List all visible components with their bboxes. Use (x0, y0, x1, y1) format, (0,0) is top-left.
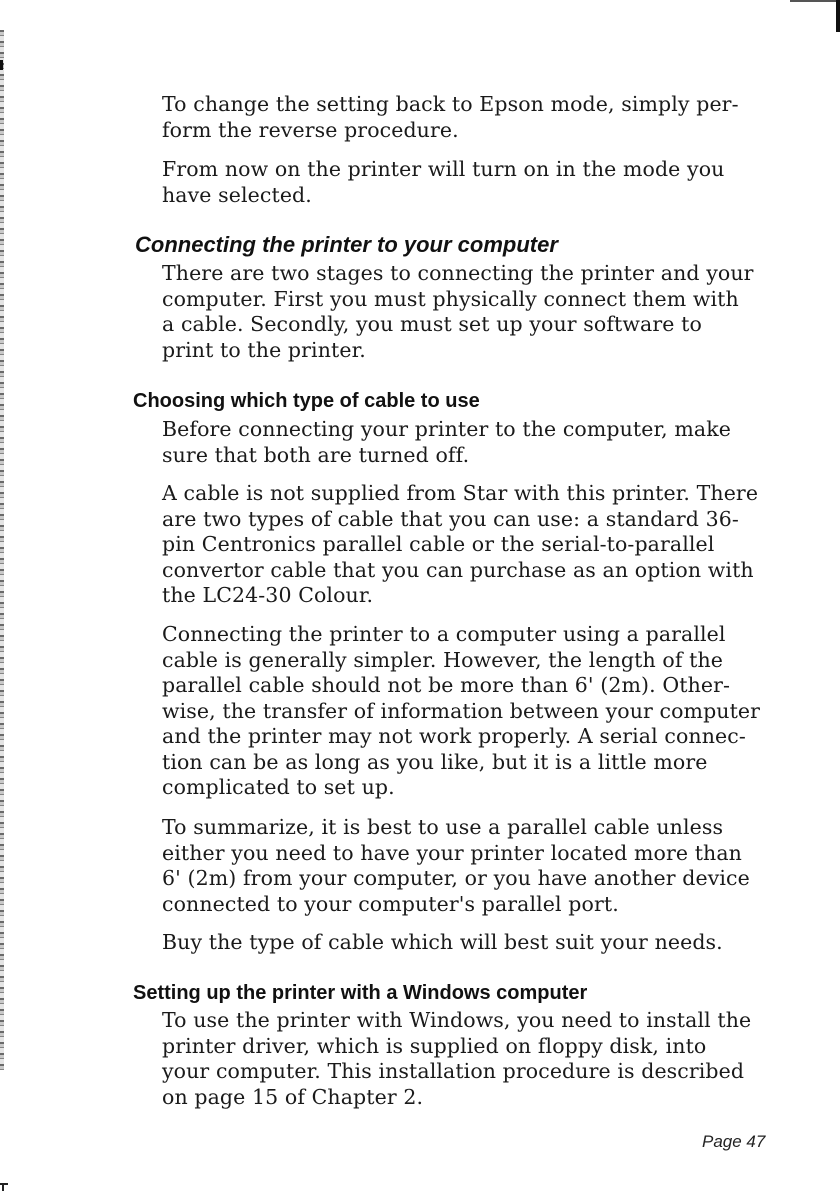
text-line: on page 15 of Chapter 2. (162, 1084, 424, 1109)
scan-edge-mark (0, 60, 3, 70)
text-line: pin Centronics parallel cable or the serial-to-parallel (162, 532, 715, 556)
text-line: complicated to set up. (162, 775, 395, 799)
cable-paragraph-3 (162, 622, 772, 801)
text-line: the LC24-30 Colour. (162, 583, 374, 607)
heading-choosing-cable: Choosing which type of cable to use (133, 390, 480, 412)
text-line: Before connecting your printer to the computer, make (162, 417, 731, 441)
corner-crop-line (790, 0, 836, 2)
text-line: Buy the type of cable which will best suit your needs. (162, 930, 723, 954)
text-line: are two types of cable that you can use: a standard 36- (162, 506, 739, 531)
cable-paragraph-1 (162, 417, 772, 468)
heading-connecting: Connecting the printer to your computer (135, 232, 558, 257)
text-line: print to the printer. (162, 337, 366, 362)
text-line: have selected. (162, 182, 312, 207)
text-line: Connecting the printer to a computer using a parallel (162, 622, 726, 646)
cable-paragraph-2 (162, 481, 772, 609)
text-line: To summarize, it is best to use a parallel cable unless (162, 815, 724, 839)
text-line: wise, the transfer of information between your computer (162, 698, 761, 723)
text-line: To use the printer with Windows, you need to install the (162, 1008, 752, 1032)
text-line: either you need to have your printer located more than (162, 840, 742, 865)
text-line: connected to your computer's parallel port. (162, 891, 619, 916)
text-line: cable is generally simpler. However, the length of the (162, 647, 724, 672)
intro-paragraph-2 (162, 157, 772, 208)
text-line: computer. First you must physically connect them with (162, 286, 739, 311)
text-line: There are two stages to connecting the printer and your (162, 261, 754, 285)
text-line: sure that both are turned off. (162, 442, 470, 467)
cable-paragraph-4 (162, 815, 772, 917)
text-line: your computer. This installation procedure is described (162, 1059, 745, 1083)
text-line: printer driver, which is supplied on floppy disk, into (162, 1033, 707, 1058)
bottom-crop-mark-vertical (2, 1183, 4, 1191)
windows-paragraph-1 (162, 1008, 772, 1110)
heading-windows-setup: Setting up the printer with a Windows computer (133, 982, 588, 1004)
text-line: tion can be as long as you like, but it is a little more (162, 749, 708, 774)
connecting-paragraph-1 (162, 261, 772, 363)
text-line: form the reverse procedure. (162, 117, 459, 142)
cable-paragraph-5 (162, 930, 772, 956)
text-line: parallel cable should not be more than 6' (2m). Other- (162, 673, 731, 697)
scan-edge-artifact (0, 30, 4, 1070)
text-line: A cable is not supplied from Star with this printer. There (162, 481, 759, 505)
text-line: To change the setting back to Epson mode, simply per- (162, 92, 739, 116)
text-line: a cable. Secondly, you must set up your software to (162, 312, 702, 336)
text-line: 6' (2m) from your computer, or you have another device (162, 866, 750, 890)
text-line: and the printer may not work properly. A serial connec- (162, 724, 746, 748)
intro-paragraph-1 (162, 92, 772, 143)
corner-crop-mark (836, 0, 840, 32)
text-line: From now on the printer will turn on in the mode you (162, 157, 725, 181)
page-number: Page 47 (702, 1132, 766, 1151)
text-line: convertor cable that you can purchase as an option with (162, 557, 754, 582)
